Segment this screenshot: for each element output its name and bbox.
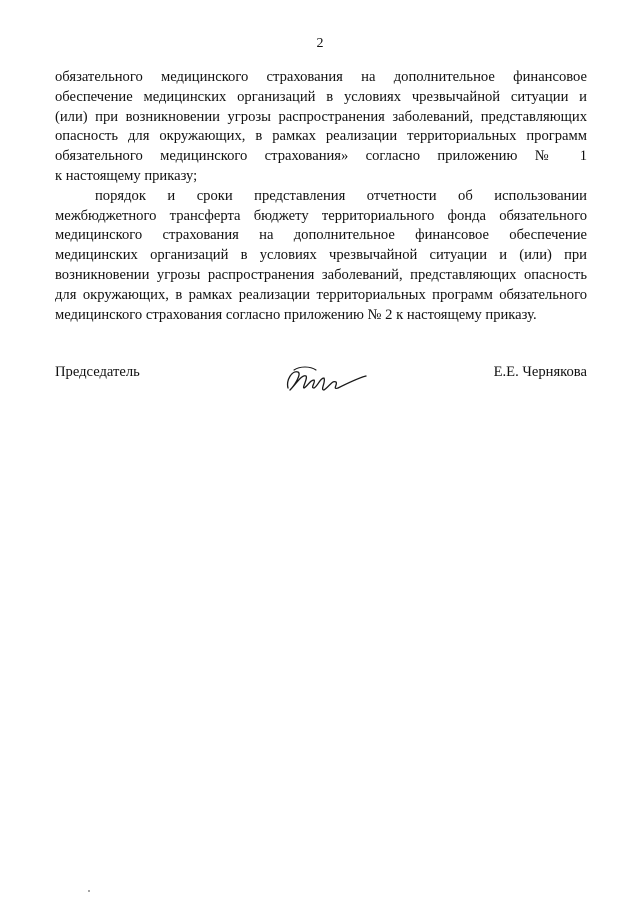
text-line: медицинского страхования на дополнительное финансовое обеспечение xyxy=(55,227,587,244)
text-line: обязательного медицинского страхования на дополнительное финансовое xyxy=(55,69,587,85)
text-line: опасность для окружающих, в рамках реализации территориальных программ xyxy=(55,128,587,145)
text-line: возникновении угрозы распространения заболеваний, представляющих опасность xyxy=(55,266,587,283)
text-line: обязательного медицинского страхования» согласно приложению № 1 xyxy=(55,148,587,165)
text-line: для окружающих, в рамках реализации территориальных программ обязательного xyxy=(55,286,587,303)
signatory-title: Председатель xyxy=(55,364,140,380)
text-line: межбюджетного трансферта бюджету территориального фонда обязательного xyxy=(55,207,587,224)
page-number: 2 xyxy=(316,36,324,51)
paragraph-reporting-procedure xyxy=(55,187,587,326)
text-line: к настоящему приказу; xyxy=(55,167,198,184)
text-line: медицинского страхования согласно приложению № 2 к настоящему приказу. xyxy=(55,306,537,323)
text-line: обеспечение медицинских организаций в условиях чрезвычайной ситуации и xyxy=(55,88,587,105)
signature-block xyxy=(55,364,587,404)
paragraph-continuation xyxy=(55,68,587,187)
signatory-name: Е.Е. Чернякова xyxy=(493,364,587,380)
document-body xyxy=(55,68,587,325)
text-line: (или) при возникновении угрозы распространения заболеваний, представляющих xyxy=(55,108,587,125)
scan-artifact xyxy=(88,890,90,892)
text-line: порядок и сроки представления отчетности об использовании xyxy=(95,187,587,204)
text-line: медицинских организаций в условиях чрезвычайной ситуации и (или) при xyxy=(55,247,587,264)
handwritten-signature xyxy=(280,360,370,400)
